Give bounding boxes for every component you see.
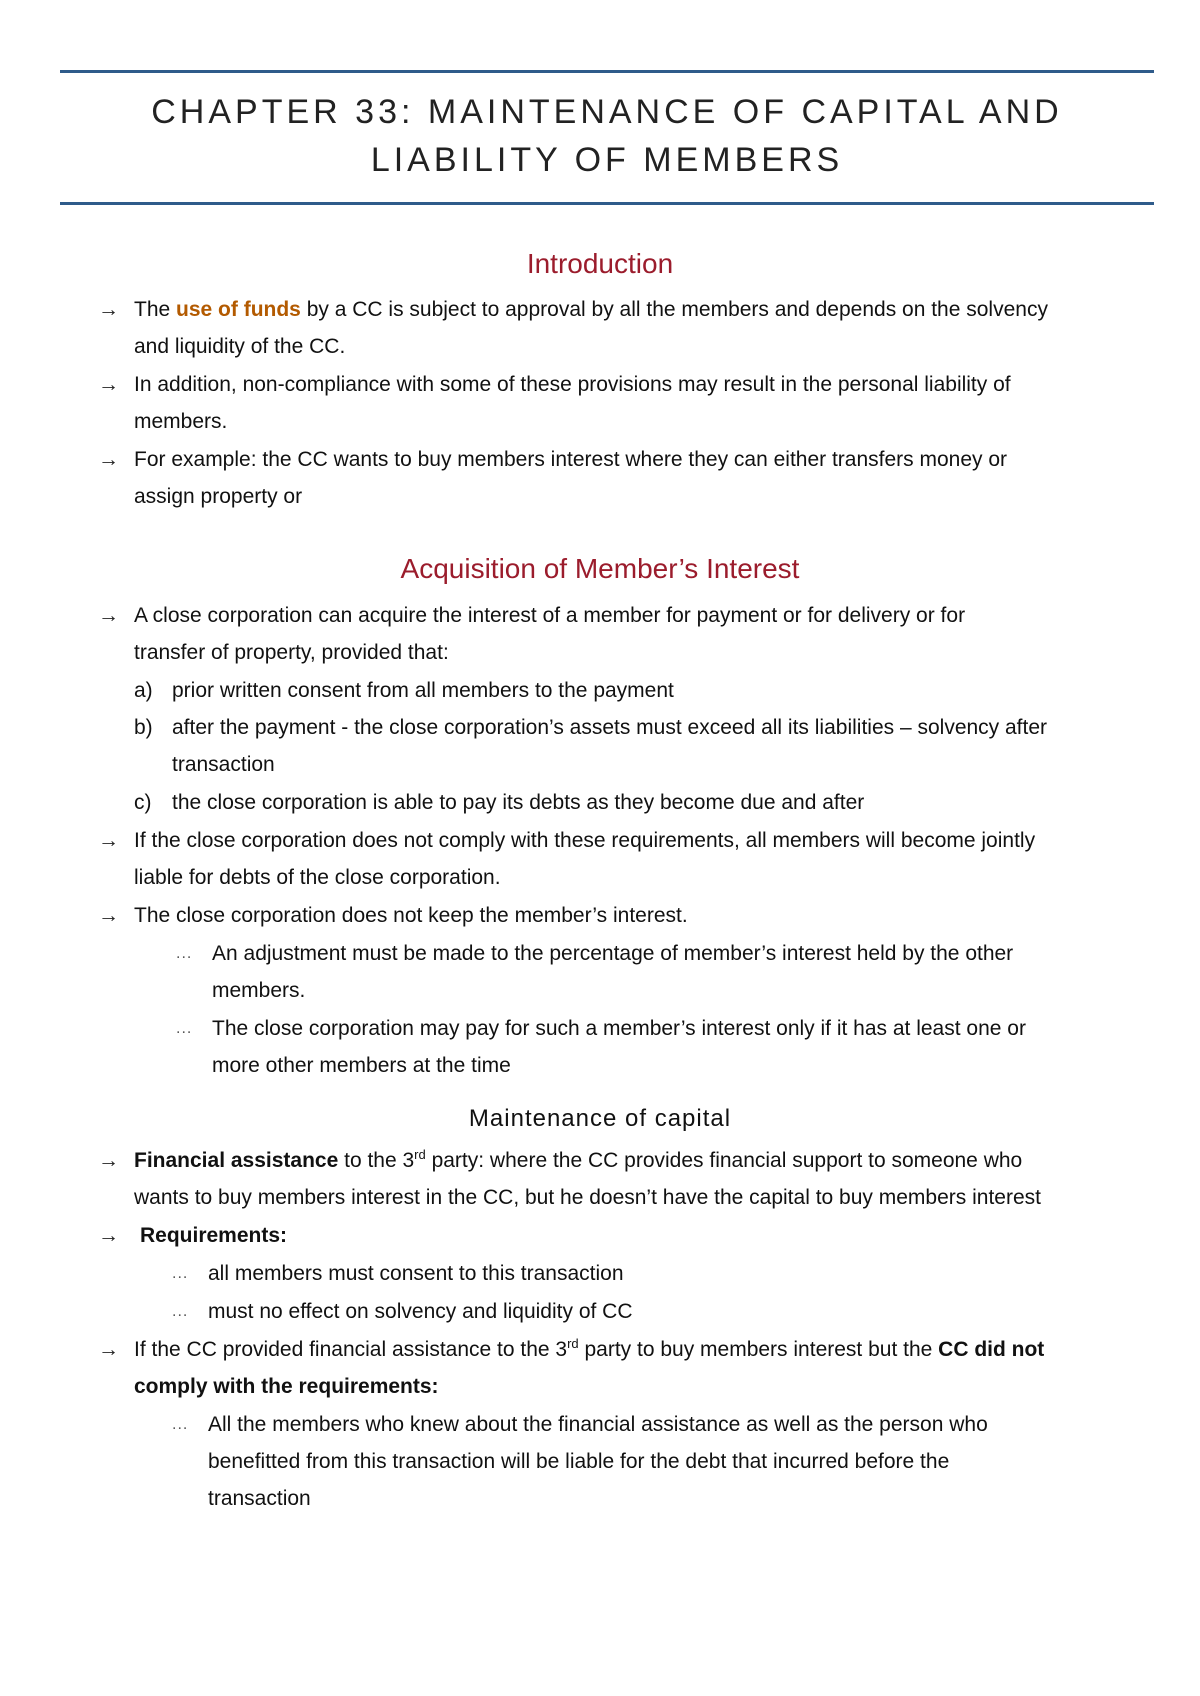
intro-bullet-3: For example: the CC wants to buy members interest where they can either transfers money or [134, 448, 1008, 471]
maint-req-2: must no effect on solvency and liquidity of CC [208, 1300, 633, 1323]
bottom-rule [60, 202, 1154, 205]
ellipsis-icon: ... [172, 1416, 189, 1433]
intro-bullet-2-cont: members. [134, 410, 228, 433]
maint-requirements: Requirements: [140, 1224, 288, 1247]
maintenance-heading: Maintenance of capital [468, 1105, 732, 1132]
ellipsis-icon: ... [172, 1265, 189, 1282]
acq-item-b-cont: transaction [172, 753, 275, 776]
maint-b3-sup: rd [567, 1336, 579, 1351]
acq-bullet-1: A close corporation can acquire the interest of a member for payment or for delivery or for [134, 604, 966, 627]
maint-sub-1: All the members who knew about the financial assistance as well as the person who [208, 1413, 988, 1436]
acq-item-a-label: a) [134, 679, 153, 702]
acq-sub-2-cont: more other members at the time [212, 1054, 511, 1077]
maint-bullet-3-cont: comply with the requirements: [134, 1375, 439, 1398]
arrow-icon: → [98, 1224, 119, 1247]
acq-bullet-1-cont: transfer of property, provided that: [134, 641, 449, 664]
maint-b3-mid: party to buy members interest but the [578, 1338, 939, 1361]
maint-b3-bold: CC did not [938, 1338, 1045, 1361]
acq-sub-2: The close corporation may pay for such a member’s interest only if it has at least one or [212, 1017, 1026, 1040]
intro-b1-pre: The [134, 298, 177, 321]
maint-b3-pre: If the CC provided financial assistance to the 3 [134, 1338, 568, 1361]
acq-sub-1: An adjustment must be made to the percentage of member’s interest held by the other [212, 942, 1014, 965]
arrow-icon: → [98, 604, 119, 627]
maint-bullet-3 [134, 1332, 1044, 1368]
acq-sub-1-cont: members. [212, 979, 306, 1002]
arrow-icon: → [98, 1149, 119, 1172]
maint-bullet-1-cont: wants to buy members interest in the CC, but he doesn’t have the capital to buy members interest [134, 1186, 1041, 1209]
acq-item-c-label: c) [134, 791, 152, 814]
intro-bullet-2: In addition, non-compliance with some of these provisions may result in the personal liability of [134, 373, 1011, 396]
acq-item-a: prior written consent from all members to the payment [172, 679, 674, 702]
maint-b1-sup: rd [414, 1147, 426, 1162]
ellipsis-icon: ... [176, 1020, 193, 1037]
introduction-heading: Introduction [526, 248, 674, 279]
arrow-icon: → [98, 1338, 119, 1361]
arrow-icon: → [98, 904, 119, 927]
acq-item-b-label: b) [134, 716, 153, 739]
maint-b1-mid: to the 3 [338, 1149, 415, 1172]
top-rule [60, 70, 1154, 73]
maint-sub-1-cont2: transaction [208, 1487, 311, 1510]
acq-item-c: the close corporation is able to pay its debts as they become due and after [172, 791, 865, 814]
maint-bullet-1 [134, 1143, 1022, 1179]
arrow-icon: → [98, 448, 119, 471]
arrow-icon: → [98, 373, 119, 396]
page-title [60, 88, 1154, 184]
ellipsis-icon: ... [172, 1303, 189, 1320]
intro-b1-highlight: use of funds [176, 298, 301, 321]
title-line-1: CHAPTER 33: MAINTENANCE OF CAPITAL AND [151, 93, 1063, 131]
acq-bullet-3: The close corporation does not keep the member’s interest. [134, 904, 688, 927]
acquisition-heading: Acquisition of Member’s Interest [400, 553, 800, 584]
maint-sub-1-cont: benefitted from this transaction will be liable for the debt that incurred before the [208, 1450, 950, 1473]
acq-item-b: after the payment - the close corporation’s assets must exceed all its liabilities – solvency after [172, 716, 1048, 739]
maint-b1-bold: Financial assistance [134, 1149, 339, 1172]
arrow-icon: → [98, 298, 119, 321]
arrow-icon: → [98, 829, 119, 852]
ellipsis-icon: ... [176, 945, 193, 962]
title-line-2: LIABILITY OF MEMBERS [370, 141, 844, 179]
intro-bullet-1-cont: and liquidity of the CC. [134, 335, 346, 358]
acq-bullet-2-cont: liable for debts of the close corporation. [134, 866, 501, 889]
acq-bullet-2: If the close corporation does not comply with these requirements, all members will become jointly [134, 829, 1036, 852]
maint-b1-post: party: where the CC provides financial support to someone who [425, 1149, 1023, 1172]
maint-req-1: all members must consent to this transaction [208, 1262, 624, 1285]
intro-bullet-3-cont: assign property or [134, 485, 303, 508]
intro-bullet-1 [134, 292, 1048, 328]
intro-b1-post: by a CC is subject to approval by all the members and depends on the solvency [300, 298, 1048, 321]
